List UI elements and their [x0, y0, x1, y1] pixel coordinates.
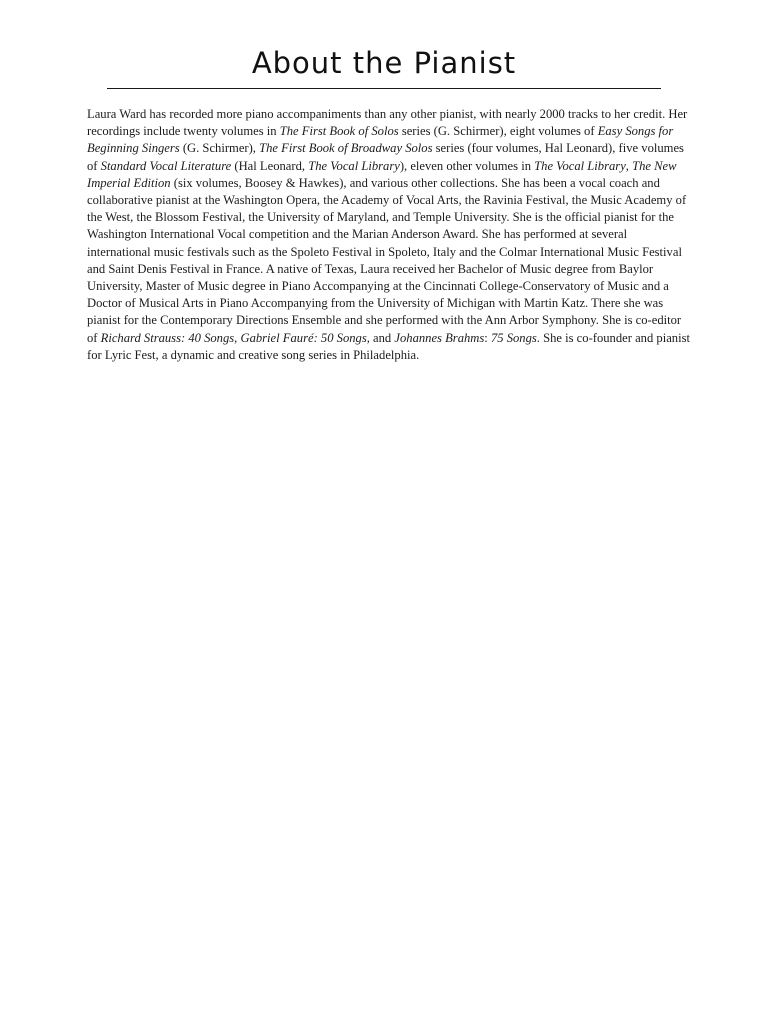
book-title: The New Imperial Edition	[87, 158, 677, 190]
bio-text: (G. Schirmer),	[179, 141, 260, 156]
book-title: 75 Songs	[490, 330, 537, 345]
book-title: The First Book of Solos	[279, 124, 399, 139]
bio-paragraph	[87, 106, 691, 364]
book-title: The First Book of Broadway Solos	[259, 141, 433, 156]
book-title: Richard Strauss: 40 Songs	[100, 330, 235, 345]
bio-text: series (G. Schirmer), eight volumes of	[398, 124, 598, 139]
bio-text: ), eleven other volumes in	[399, 158, 535, 173]
title-divider	[107, 88, 661, 89]
bio-text: ,	[625, 158, 633, 173]
book-title: Easy Songs for Beginning Singers	[87, 124, 674, 156]
book-title: The Vocal Library	[308, 158, 400, 173]
bio-text: , and	[366, 330, 395, 345]
bio-text: (Hal Leonard,	[231, 158, 309, 173]
bio-text: (six volumes, Boosey & Hawkes), and various other collections. She has been a vocal coach and collaborative pianist at the Washington Opera, the Academy of Vocal Arts, the Ravinia Festival, the Music Academy of the West, the Blossom Festival, the University of Maryland, and Temple University. She is the official pianist for the Washington International Vocal competition and the Marian Anderson Award. She has performed at several international music festivals such as the Spoleto Festival in Spoleto, Italy and the Colmar International Music Festival and Saint Denis Festival in France. A native of Texas, Laura received her Bachelor of Music degree from Baylor University, Master of Music degree in Piano Accompanying at the Cincinnati College-Conservatory of Music and a Doctor of Musical Arts in Piano Accompanying from the University of Michigan with Martin Katz. There she was pianist for the Contemporary Directions Ensemble and she performed with the Ann Arbor Symphony. She is co-editor of	[87, 175, 687, 345]
bio-text: Laura Ward has recorded more piano accompaniments than any other pianist, with nearly 2000 tracks to her credit. Her recordings include twenty volumes in	[87, 107, 688, 139]
book-title: Standard Vocal Literature	[100, 158, 232, 173]
book-title: Johannes Brahms	[394, 330, 485, 345]
bio-text: :	[484, 330, 491, 345]
book-title: Gabriel Fauré: 50 Songs	[240, 330, 367, 345]
bio-text: . She is co-founder and pianist for Lyric Fest, a dynamic and creative song series in Philadelphia.	[87, 330, 690, 362]
bio-text: series (four volumes, Hal Leonard), five volumes of	[87, 141, 684, 173]
book-title: The Vocal Library	[534, 158, 626, 173]
bio-text: ,	[234, 330, 241, 345]
page-title: About the Pianist	[251, 46, 517, 80]
